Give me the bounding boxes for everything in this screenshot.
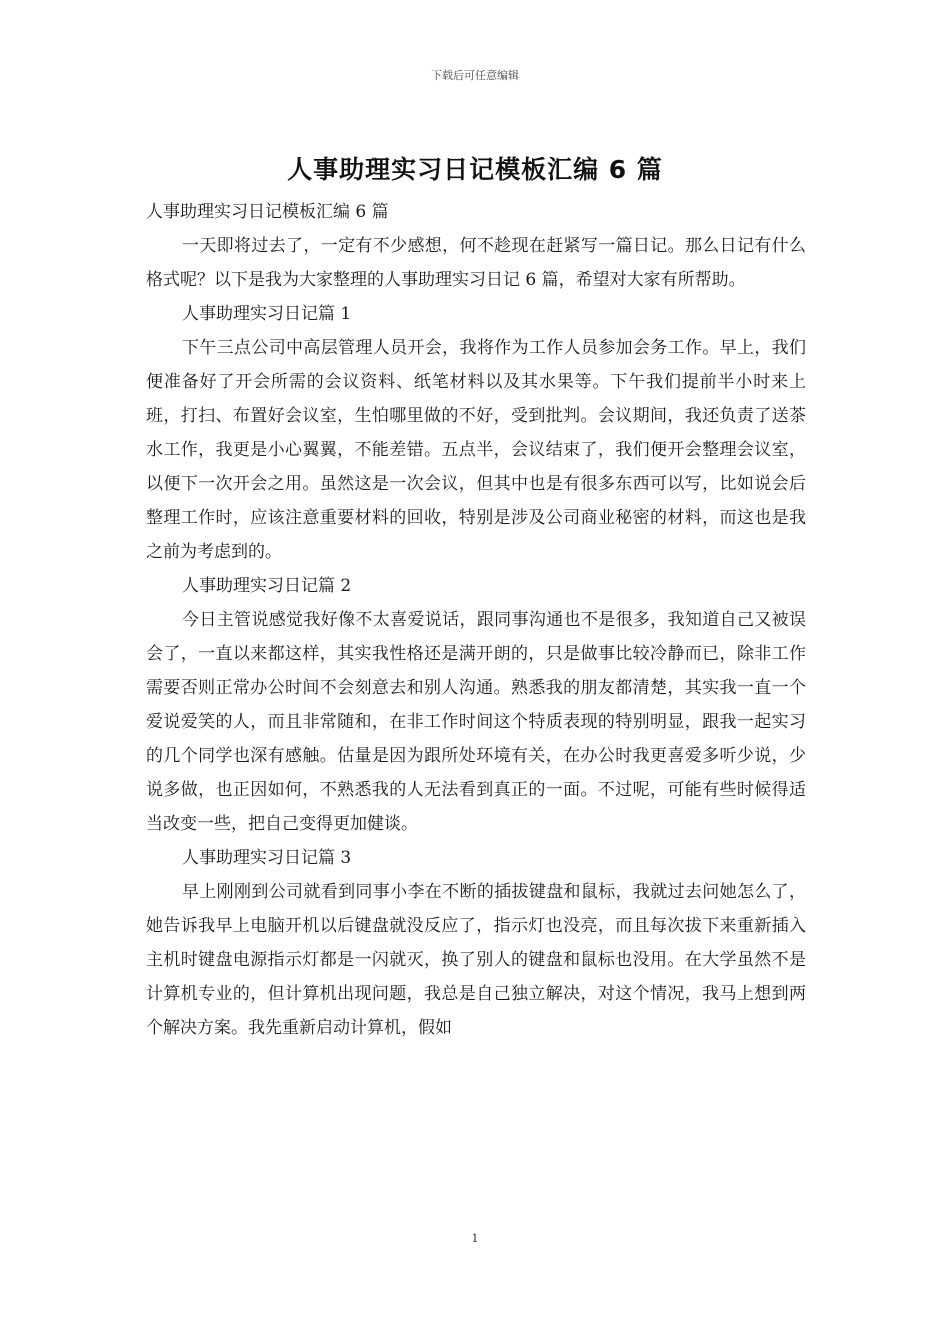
page-header: 下载后可任意编辑 xyxy=(431,69,519,82)
section-paragraph-2: 今日主管说感觉我好像不太喜爱说话，跟同事沟通也不是很多，我知道自己又被误会了，一直以来都这样，其实我性格还是满开朗的，只是做事比较冷静而已，除非工作需要否则正常办公时间不会刻意去和别人沟通。熟悉我的朋友都清楚，其实我一直一个爱说爱笑的人，而且非常随和，在非工作时间这个特质表现的特别明显，跟我一起实习的几个同学也深有感触。估量是因为跟所处环境有关，在办公时我更喜爱多听少说，少说多做，也正因如何，不熟悉我的人无法看到真正的一面。不过呢，可能有些时候得适当改变一些，把自己变得更加健谈。 xyxy=(146,610,806,834)
section-paragraph-3: 早上刚刚到公司就看到同事小李在不断的插拔键盘和鼠标，我就过去问她怎么了，她告诉我早上电脑开机以后键盘就没反应了，指示灯也没亮，而且每次拔下来重新插入主机时键盘电源指示灯都是一闪就灭，换了别人的键盘和鼠标也没用。在大学虽然不是计算机专业的，但计算机出现问题，我总是自己独立解决，对这个情况，我马上想到两个解决方案。我先重新启动计算机，假如 xyxy=(146,882,806,1038)
document-body xyxy=(146,195,806,1045)
section-heading-1: 人事助理实习日记篇 1 xyxy=(182,304,352,324)
subtitle-line: 人事助理实习日记模板汇编 6 篇 xyxy=(146,202,389,222)
section-paragraph-1: 下午三点公司中高层管理人员开会，我将作为工作人员参加会务工作。早上，我们便准备好了开会所需的会议资料、纸笔材料以及其水果等。下午我们提前半小时来上班，打扫、布置好会议室，生怕哪里做的不好，受到批判。会议期间，我还负责了送茶水工作，我更是小心翼翼，不能差错。五点半，会议结束了，我们便开会整理会议室，以便下一次开会之用。虽然这是一次会议，但其中也是有很多东西可以写，比如说会后整理工作时，应该注意重要材料的回收，特别是涉及公司商业秘密的材料，而这也是我之前为考虑到的。 xyxy=(146,338,806,562)
section-heading-2: 人事助理实习日记篇 2 xyxy=(182,576,352,596)
document-title: 人事助理实习日记模板汇编 6 篇 xyxy=(287,155,663,184)
section-heading-3: 人事助理实习日记篇 3 xyxy=(182,848,352,868)
intro-paragraph: 一天即将过去了，一定有不少感想，何不趁现在赶紧写一篇日记。那么日记有什么格式呢？以下是我为大家整理的人事助理实习日记 6 篇，希望对大家有所帮助。 xyxy=(146,236,806,290)
page-number: 1 xyxy=(471,1232,479,1245)
